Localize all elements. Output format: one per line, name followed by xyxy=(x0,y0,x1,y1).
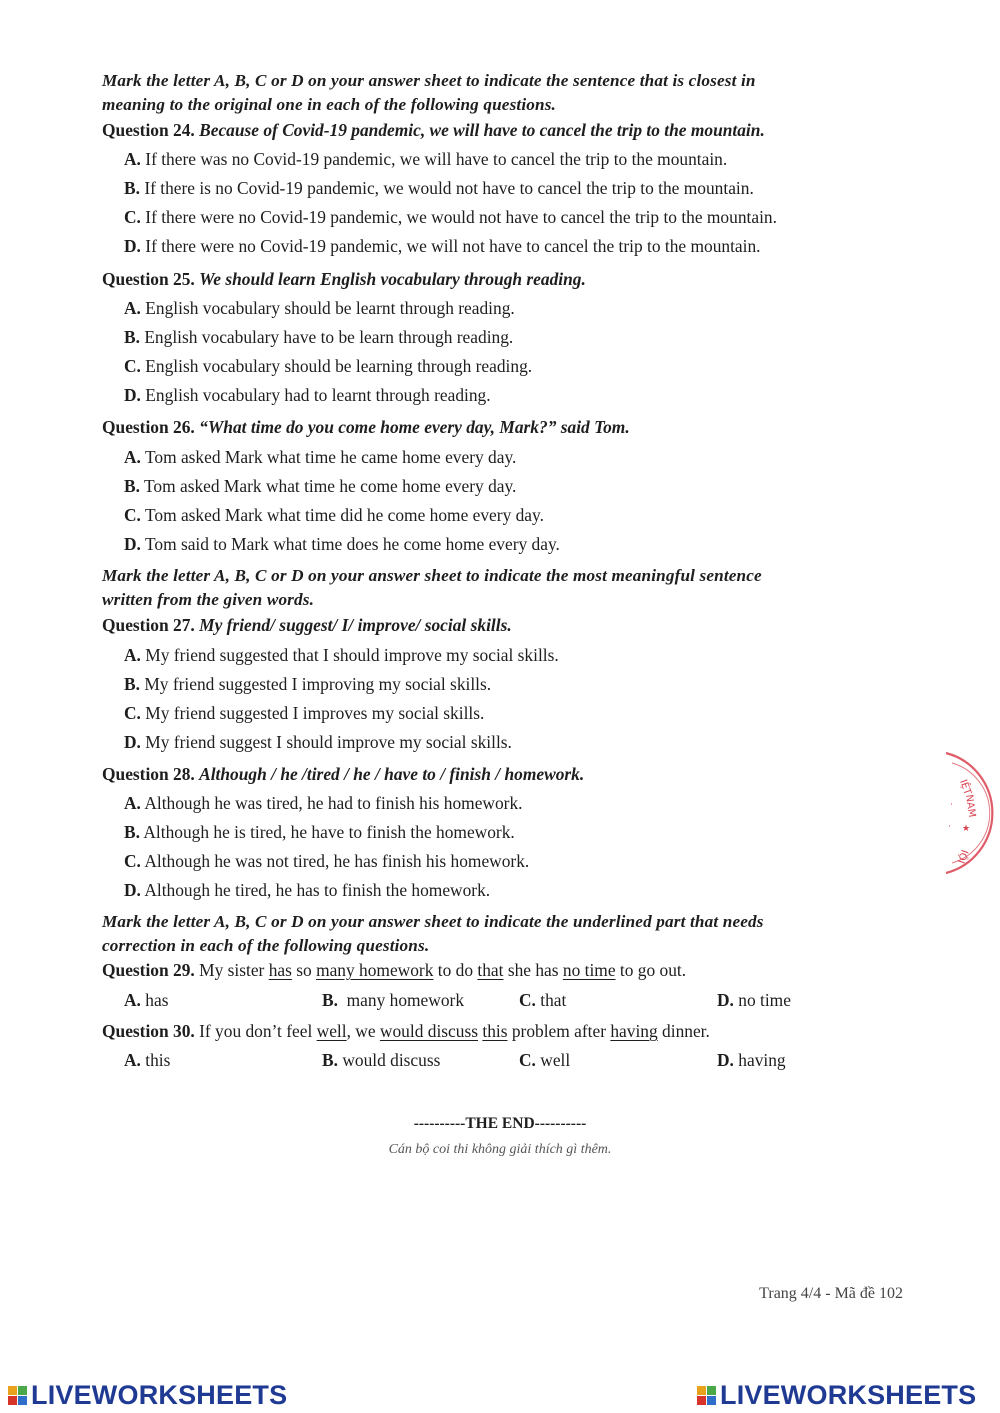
question-30 xyxy=(102,1020,710,1042)
option-26a[interactable] xyxy=(124,446,516,468)
logo-text: LIVEWORKSHEETS xyxy=(720,1380,977,1410)
option-letter: C. xyxy=(519,1050,536,1070)
svg-text:★: ★ xyxy=(962,824,971,834)
section-instruction-2b: written from the given words. xyxy=(102,590,315,609)
underlined-part-d: no time xyxy=(562,960,616,980)
option-text: English vocabulary should be learning through reading. xyxy=(145,356,533,376)
question-27 xyxy=(102,614,512,636)
option-24b[interactable] xyxy=(124,177,754,199)
question-26 xyxy=(102,416,630,438)
option-29c[interactable] xyxy=(519,989,566,1011)
option-letter: A. xyxy=(124,149,141,169)
option-text: Tom asked Mark what time he come home every day. xyxy=(144,476,517,496)
option-letter: B. xyxy=(322,990,338,1010)
option-27c[interactable] xyxy=(124,702,484,724)
option-26b[interactable] xyxy=(124,475,516,497)
option-27b[interactable] xyxy=(124,673,491,695)
option-text: Tom asked Mark what time he came home every day. xyxy=(144,447,517,467)
option-letter: B. xyxy=(124,822,140,842)
option-25c[interactable] xyxy=(124,355,532,377)
option-text: If there was no Covid-19 pandemic, we will have to cancel the trip to the mountain. xyxy=(145,149,728,169)
option-text: this xyxy=(145,1050,171,1070)
option-letter: C. xyxy=(124,851,141,871)
option-text: If there is no Covid-19 pandemic, we would not have to cancel the trip to the mountain. xyxy=(144,178,754,198)
option-text: Although he tired, he has to finish the homework. xyxy=(144,880,491,900)
sentence-text: to go out. xyxy=(615,960,687,980)
section-instruction-3b: correction in each of the following questions. xyxy=(102,936,430,955)
question-text: Because of Covid-19 pandemic, we will have to cancel the trip to the mountain. xyxy=(199,120,765,140)
option-letter: A. xyxy=(124,793,141,813)
underlined-part-c: well xyxy=(316,1021,347,1041)
the-end: ----------THE END---------- xyxy=(413,1115,587,1132)
question-text: “What time do you come home every day, Mark?” said Tom. xyxy=(199,417,630,437)
sentence-text: dinner. xyxy=(657,1021,710,1041)
sentence-text: , we xyxy=(346,1021,380,1041)
option-text: If there were no Covid-19 pandemic, we would not have to cancel the trip to the mountain. xyxy=(145,207,777,227)
option-28b[interactable] xyxy=(124,821,515,843)
option-text: Tom said to Mark what time does he come home every day. xyxy=(144,534,560,554)
option-26d[interactable] xyxy=(124,533,560,555)
option-text: My friend suggested that I should improve my social skills. xyxy=(145,645,559,665)
question-label: Question 25. xyxy=(102,269,195,289)
question-text: Although / he /tired / he / have to / finish / homework. xyxy=(199,764,585,784)
underlined-part-a: has xyxy=(268,960,292,980)
option-letter: A. xyxy=(124,447,141,467)
option-25b[interactable] xyxy=(124,326,513,348)
question-text: We should learn English vocabulary through reading. xyxy=(199,269,586,289)
option-letter: A. xyxy=(124,645,141,665)
sentence-text: problem after xyxy=(507,1021,611,1041)
option-text: Although he was tired, he had to finish his homework. xyxy=(144,793,523,813)
option-letter: C. xyxy=(124,703,141,723)
option-25d[interactable] xyxy=(124,384,491,406)
option-text: having xyxy=(738,1050,786,1070)
option-text: well xyxy=(540,1050,571,1070)
stamp-text: IỆT xyxy=(957,778,973,797)
logo-mark-icon xyxy=(8,1386,27,1405)
page-info: Trang 4/4 - Mã đề 102 xyxy=(759,1285,903,1302)
option-letter: D. xyxy=(717,990,734,1010)
option-29a[interactable] xyxy=(124,989,168,1011)
svg-text:·: · xyxy=(948,822,951,832)
question-28 xyxy=(102,763,584,785)
option-letter: B. xyxy=(322,1050,338,1070)
option-text: My friend suggested I improves my social skills. xyxy=(145,703,485,723)
option-28c[interactable] xyxy=(124,850,529,872)
option-25a[interactable] xyxy=(124,297,515,319)
proctor-note: Cán bộ coi thi không giải thích gì thêm. xyxy=(388,1142,612,1157)
option-letter: D. xyxy=(124,236,141,256)
option-text: If there were no Covid-19 pandemic, we will not have to cancel the trip to the mountain. xyxy=(145,236,761,256)
option-letter: C. xyxy=(124,505,141,525)
option-letter: A. xyxy=(124,1050,141,1070)
sentence-text: If you don’t feel xyxy=(199,1021,317,1041)
underlined-part-b: many homework xyxy=(316,960,434,980)
underlined-part-d: having xyxy=(610,1021,658,1041)
option-24c[interactable] xyxy=(124,206,777,228)
option-text: many homework xyxy=(346,990,465,1010)
question-label: Question 26. xyxy=(102,417,195,437)
stamp-text: IỘI xyxy=(954,847,970,865)
option-letter: C. xyxy=(124,356,141,376)
option-text: Although he is tired, he have to finish the homework. xyxy=(143,822,515,842)
option-27d[interactable] xyxy=(124,731,512,753)
option-29b[interactable] xyxy=(322,989,464,1011)
section-instruction-3a: Mark the letter A, B, C or D on your answer sheet to indicate the underlined part that needs xyxy=(102,912,764,931)
option-28a[interactable] xyxy=(124,792,523,814)
option-text: English vocabulary had to learnt through reading. xyxy=(145,385,491,405)
sentence-text: so xyxy=(291,960,317,980)
stamp-text: NAM xyxy=(963,793,978,819)
liveworksheets-logo-right xyxy=(697,1380,976,1410)
svg-text:·: · xyxy=(950,800,953,810)
option-27a[interactable] xyxy=(124,644,559,666)
section-instruction-1a: Mark the letter A, B, C or D on your answer sheet to indicate the sentence that is closest in xyxy=(102,71,756,90)
question-label: Question 28. xyxy=(102,764,195,784)
underlined-part-a: this xyxy=(482,1021,508,1041)
underlined-part-c: that xyxy=(477,960,504,980)
option-30d[interactable] xyxy=(717,1049,786,1071)
option-text: no time xyxy=(738,990,791,1010)
option-30b[interactable] xyxy=(322,1049,440,1071)
section-instruction-1b: meaning to the original one in each of the following questions. xyxy=(102,95,556,114)
question-text: My friend/ suggest/ I/ improve/ social skills. xyxy=(199,615,512,635)
option-letter: A. xyxy=(124,990,141,1010)
option-letter: C. xyxy=(124,207,141,227)
section-instruction-2a: Mark the letter A, B, C or D on your answer sheet to indicate the most meaningful sentence xyxy=(102,566,762,585)
option-28d[interactable] xyxy=(124,879,490,901)
logo-mark-icon xyxy=(697,1386,716,1405)
option-text: English vocabulary should be learnt through reading. xyxy=(145,298,515,318)
option-text: English vocabulary have to be learn through reading. xyxy=(144,327,514,347)
option-letter: D. xyxy=(124,880,141,900)
option-letter: A. xyxy=(124,298,141,318)
option-letter: B. xyxy=(124,178,140,198)
option-24a[interactable] xyxy=(124,148,727,170)
option-text: has xyxy=(145,990,169,1010)
option-letter: B. xyxy=(124,476,140,496)
option-letter: B. xyxy=(124,327,140,347)
question-29 xyxy=(102,959,686,981)
option-30c[interactable] xyxy=(519,1049,570,1071)
question-label: Question 27. xyxy=(102,615,195,635)
sentence-text: to do xyxy=(433,960,478,980)
question-24 xyxy=(102,119,765,141)
option-letter: D. xyxy=(717,1050,734,1070)
question-label: Question 30. xyxy=(102,1021,195,1041)
option-24d[interactable] xyxy=(124,235,761,257)
option-text: would discuss xyxy=(342,1050,441,1070)
option-text: My friend suggest I should improve my social skills. xyxy=(145,732,512,752)
liveworksheets-logo-left xyxy=(8,1380,287,1410)
question-25 xyxy=(102,268,586,290)
option-text: that xyxy=(540,990,567,1010)
question-label: Question 24. xyxy=(102,120,195,140)
question-label: Question 29. xyxy=(102,960,195,980)
option-letter: D. xyxy=(124,385,141,405)
sentence-text: My sister xyxy=(199,960,269,980)
option-30a[interactable] xyxy=(124,1049,170,1071)
logo-text: LIVEWORKSHEETS xyxy=(31,1380,288,1410)
option-29d[interactable] xyxy=(717,989,791,1011)
option-letter: D. xyxy=(124,534,141,554)
option-letter: D. xyxy=(124,732,141,752)
option-text: My friend suggested I improving my social skills. xyxy=(144,674,492,694)
stamp-icon xyxy=(938,745,1000,880)
underlined-part-b: would discuss xyxy=(379,1021,478,1041)
option-letter: C. xyxy=(519,990,536,1010)
option-letter: B. xyxy=(124,674,140,694)
option-text: Tom asked Mark what time did he come home every day. xyxy=(144,505,544,525)
sentence-text: she has xyxy=(503,960,563,980)
option-text: Although he was not tired, he has finish his homework. xyxy=(144,851,530,871)
option-26c[interactable] xyxy=(124,504,544,526)
